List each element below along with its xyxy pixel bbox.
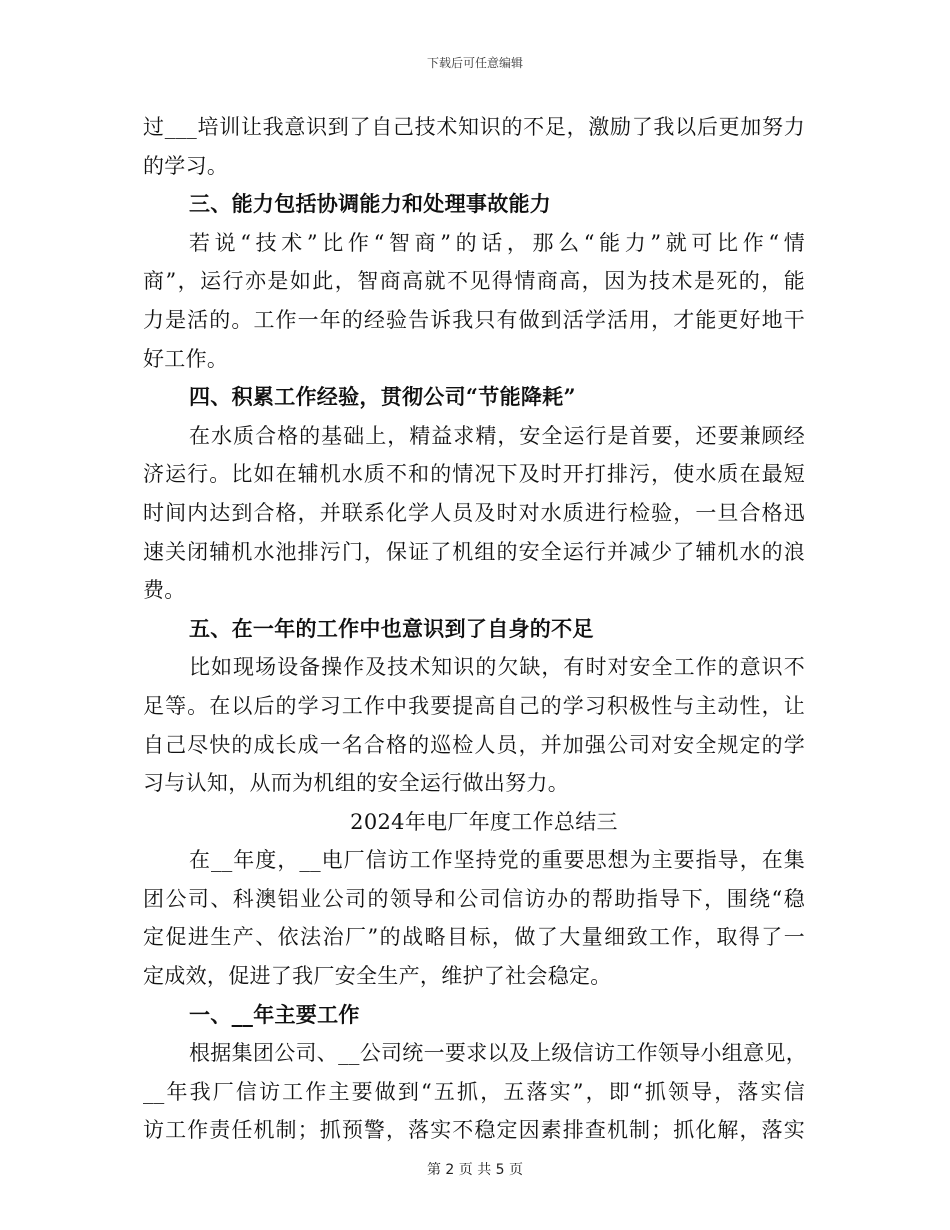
text-line: 费。: [143, 578, 186, 603]
text-line: 自己尽快的成长成一名合格的巡检人员，并加强公司对安全规定的学: [143, 732, 805, 757]
text-line: 时间内达到合格，并联系化学人员及时对水质进行检验，一旦合格迅: [143, 500, 805, 525]
section-heading: 一、__年主要工作: [189, 1001, 360, 1027]
document-title: 2024年电厂年度工作总结三: [350, 809, 618, 834]
text-line: 好工作。: [143, 346, 229, 371]
text-line: 若说“技术”比作“智商”的话，那么“能力”就可比作“情: [189, 230, 805, 255]
text-line: 济运行。比如在辅机水质不和的情况下及时开打排污，使水质在最短: [143, 462, 805, 487]
text-line: 定促进生产、依法治厂”的战略目标，做了大量细致工作，取得了一: [143, 925, 805, 950]
text-line: 比如现场设备操作及技术知识的欠缺，有时对安全工作的意识不: [189, 655, 805, 680]
document-body: [143, 108, 805, 1150]
text-line: 商”，运行亦是如此，智商高就不见得情商高，因为技术是死的，能: [143, 269, 805, 294]
text-line: 习与认知，从而为机组的安全运行做出努力。: [143, 771, 569, 796]
text-line: 访工作责任机制；抓预警，落实不稳定因素排查机制；抓化解，落实: [143, 1118, 805, 1143]
page-footer: 第 2 页 共 5 页: [426, 1162, 524, 1178]
text-line: __年我厂信访工作主要做到“五抓，五落实”，即“抓领导，落实信: [143, 1079, 805, 1104]
section-heading: 三、能力包括协调能力和处理事故能力: [189, 191, 552, 217]
text-line: 团公司、科澳铝业公司的领导和公司信访办的帮助指导下，围绕“稳: [143, 886, 805, 911]
page-header: 下载后可任意编辑: [426, 56, 523, 70]
text-line: 定成效，促进了我厂安全生产，维护了社会稳定。: [143, 964, 612, 989]
text-line: 的学习。: [143, 153, 229, 178]
text-line: 在水质合格的基础上，精益求精，安全运行是首要，还要兼顾经: [189, 423, 805, 448]
text-line: 过___培训让我意识到了自己技术知识的不足，激励了我以后更加努力: [143, 115, 805, 139]
text-line: 根据集团公司、__公司统一要求以及上级信访工作领导小组意见，: [189, 1041, 807, 1066]
section-heading: 五、在一年的工作中也意识到了自身的不足: [189, 615, 594, 641]
text-line: 足等。在以后的学习工作中我要提高自己的学习积极性与主动性，让: [143, 693, 805, 718]
text-line: 力是活的。工作一年的经验告诉我只有做到活学活用，才能更好地干: [143, 307, 805, 332]
section-heading: 四、积累工作经验，贯彻公司“节能降耗”: [189, 384, 576, 410]
text-line: 在__年度，__电厂信访工作坚持党的重要思想为主要指导，在集: [189, 848, 805, 873]
text-line: 速关闭辅机水池排污门，保证了机组的安全运行并减少了辅机水的浪: [143, 539, 805, 564]
